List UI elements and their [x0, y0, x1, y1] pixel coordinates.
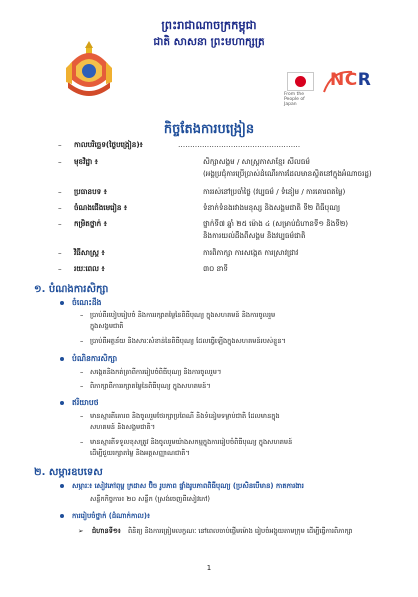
meta-label: វិធីសាស្ត្រ ៖ [74, 248, 105, 257]
meta-label: ប្រធានបទ ៖ [74, 187, 107, 196]
meta-value: …………………………………………… [178, 140, 301, 149]
japan-flag-icon [287, 72, 314, 91]
meta-label: មុខវិជ្ជា ៖ [74, 157, 98, 166]
meta-label: ចំណងជើងមេរៀន ៖ [74, 203, 128, 212]
meta-value-continued: (អង្គប្រជុំ​ការប្រើប្រាស់ដំណើរការ​ដែលមានស្ថិតនៅក្នុងអំណាចរដ្ឋ) [203, 169, 372, 178]
subheading-class-setup: ការរៀបចំថ្នាក់ (ដំណាក់កាល)៖ [60, 512, 150, 522]
section-objectives-heading: ១. បំណងការសិក្សា [34, 284, 109, 295]
kingdom-title: ព្រះរាជាណាចក្រកម្ពុជា [161, 18, 257, 32]
subheading-attitude: ឥរិយាបថ [60, 398, 99, 409]
page-number: 1 [206, 564, 212, 572]
meta-value-continued: និងការយល់ដឹងពីសង្គម និងវប្បធម៌ជាតិ [203, 231, 306, 240]
meta-value: ៣០ នាទី [203, 264, 228, 273]
section-materials-heading: ២. សម្ភារឧបទេស [34, 467, 103, 478]
kingdom-motto: ជាតិ សាសនា ព្រះមហាក្សត្រ [153, 36, 265, 48]
bullet-dot-icon [60, 301, 64, 305]
bullet-dot-icon [60, 357, 64, 361]
meta-value: ការពិភាក្សា ការសង្កេត ការស្រាវជ្រាវ [203, 248, 299, 257]
meta-value: សិក្សាសង្គម / សាស្ត្រភាសាខ្មែរ​ សីលធម៌ [203, 157, 310, 166]
bullet-dot-icon [60, 514, 64, 518]
meta-label: រយៈពេល ៖ [74, 264, 105, 273]
bullet-dot-icon [60, 484, 64, 488]
meta-value: ទំនាក់ទំនងរវាងមនុស្ស និងសង្គមជាតិ ទី២ ពិធីបុណ្យ [203, 203, 341, 212]
bullet-dot-icon [60, 401, 64, 405]
meta-label: កម្រិតថ្នាក់ ៖ [74, 219, 107, 228]
arrow-right-icon: ➢ [78, 527, 84, 535]
ncr-logo-text: NCR [330, 70, 372, 90]
subheading-skills: បំណិនការសិក្សា [60, 354, 117, 365]
flag-caption: From the People of Japan [284, 92, 305, 107]
page-title: កិច្ចតែងការបង្រៀន [163, 122, 255, 137]
document-page: ព្រះរាជាណាចក្រកម្ពុជា ជាតិ សាសនា ព្រះមហាក្សត្រ From the People of Japan NCR កិច្ចតែងការបង្រៀន – កាលបរិច្ឆេទ(ថ្ងៃបង្រៀន)៖ …………………………………………… – មុខវិជ្ជា ៖ សិក្សាសង្គម / សាស្ត្រភាសាខ្មែរ​ សីលធម៌ (អង្គប្រជុំ​ការប្រើប្រាស់ដំណើរការ​ដែលមានស្ថិតនៅក្នុងអំណាចរដ្ឋ) – ប្រធានបទ ៖ ការរស់នៅប្រចាំថ្ងៃ (វប្បធម៌ / ទំនៀម / ការគោរពតម្លៃ) – ចំណងជើងមេរៀន ៖ ទំនាក់ទំនងរវាងមនុស្ស និងសង្គមជាតិ ទី២ ពិធីបុណ្យ – កម្រិតថ្នាក់ ៖ ថ្នាក់ទី៧ ឆ្នាំ ២៥ ម៉ោង ៤ (សម្រាប់ជំហានទី១ និងទី២) និងការយល់ដឹងពីសង្គម និងវប្បធម៌ជាតិ – វិធីសាស្ត្រ ៖ ការពិភាក្សា ការសង្កេត ការស្រាវជ្រាវ – រយៈពេល ៖ ៣០ នាទី ១. បំណងការសិក្សា ចំណេះដឹង – ប្រាប់ពីរបៀបរៀបចំ និងការរក្សាតម្លៃនៃពិធីបុណ្យ ក្នុងសហគមន៍ និងការចូលរួម ក្នុងសង្គមជាតិ – ប្រាប់ពីអត្ថន័យ និងសារៈសំខាន់នៃពិធីបុណ្យ ដែលធ្វើឡើងក្នុងសហគមន៍របស់ខ្លួន។ បំណិនការសិក្សា – សង្កេតនិងកត់ត្រាពីការរៀបចំពិធីបុណ្យ និងការចូលរួម។ – ពិភាក្សាពីការរក្សាតម្លៃនៃពិធីបុណ្យ ក្នុងសហគមន៍។ ឥរិយាបថ – មានស្មារតីគោរព និងចូលរួមថែរក្សាប្រពៃណី និងទំនៀមទម្លាប់ជាតិ ដែលមានក្នុង សហគមន៍ និងសង្គមជាតិ។ – មានស្មារតីទទួលខុសត្រូវ និងចូលរួមយ៉ាងសកម្មក្នុងការរៀបចំពិធីបុណ្យ ក្នុងសហគមន៍ ដើម្បីជួយរក្សាតម្លៃ និងអត្តសញ្ញាណជាតិ។ ២. សម្ភារឧបទេស សម្ភារៈ៖ សៀវភៅពុម្ព ក្រដាស ប៊ិច រូបភាព ផ្ទាំងរូបភាពពិធីបុណ្យ (ប្រសិនបើមាន) កាតការងារ សន្លឹកកិច្ចការ៖ ២០ សន្លឹក (ស្រង់ចេញពីសៀវភៅ) ការរៀបចំថ្នាក់ (ដំណាក់កាល)៖ ➢ ជំហានទី១៖ ពិនិត្យ ​និងការត្រៀមលក្ខណៈ នៅពេលចាប់ផ្តើមម៉ោង រៀបចំអង្គុយតាមក្រុម ដើម្បីធ្វើការពិភាក្សា 1 [0, 0, 418, 597]
meta-value: ការរស់នៅប្រចាំថ្ងៃ (វប្បធម៌ / ទំនៀម / ការគោរពតម្លៃ) [203, 187, 346, 196]
meta-label: កាលបរិច្ឆេទ(ថ្ងៃបង្រៀន)៖ [74, 140, 143, 149]
subheading-materials: សម្ភារៈ៖ សៀវភៅពុម្ព ក្រដាស ប៊ិច រូបភាព ផ្ទាំងរូបភាពពិធីបុណ្យ (ប្រសិនបើមាន) កាតការងារ [60, 481, 390, 491]
royal-emblem-icon [62, 38, 116, 100]
meta-value: ថ្នាក់ទី៧ ឆ្នាំ ២៥ ម៉ោង ៤ (សម្រាប់ជំហានទី១ និងទី២) [203, 219, 349, 228]
subheading-knowledge: ចំណេះដឹង [60, 298, 101, 309]
